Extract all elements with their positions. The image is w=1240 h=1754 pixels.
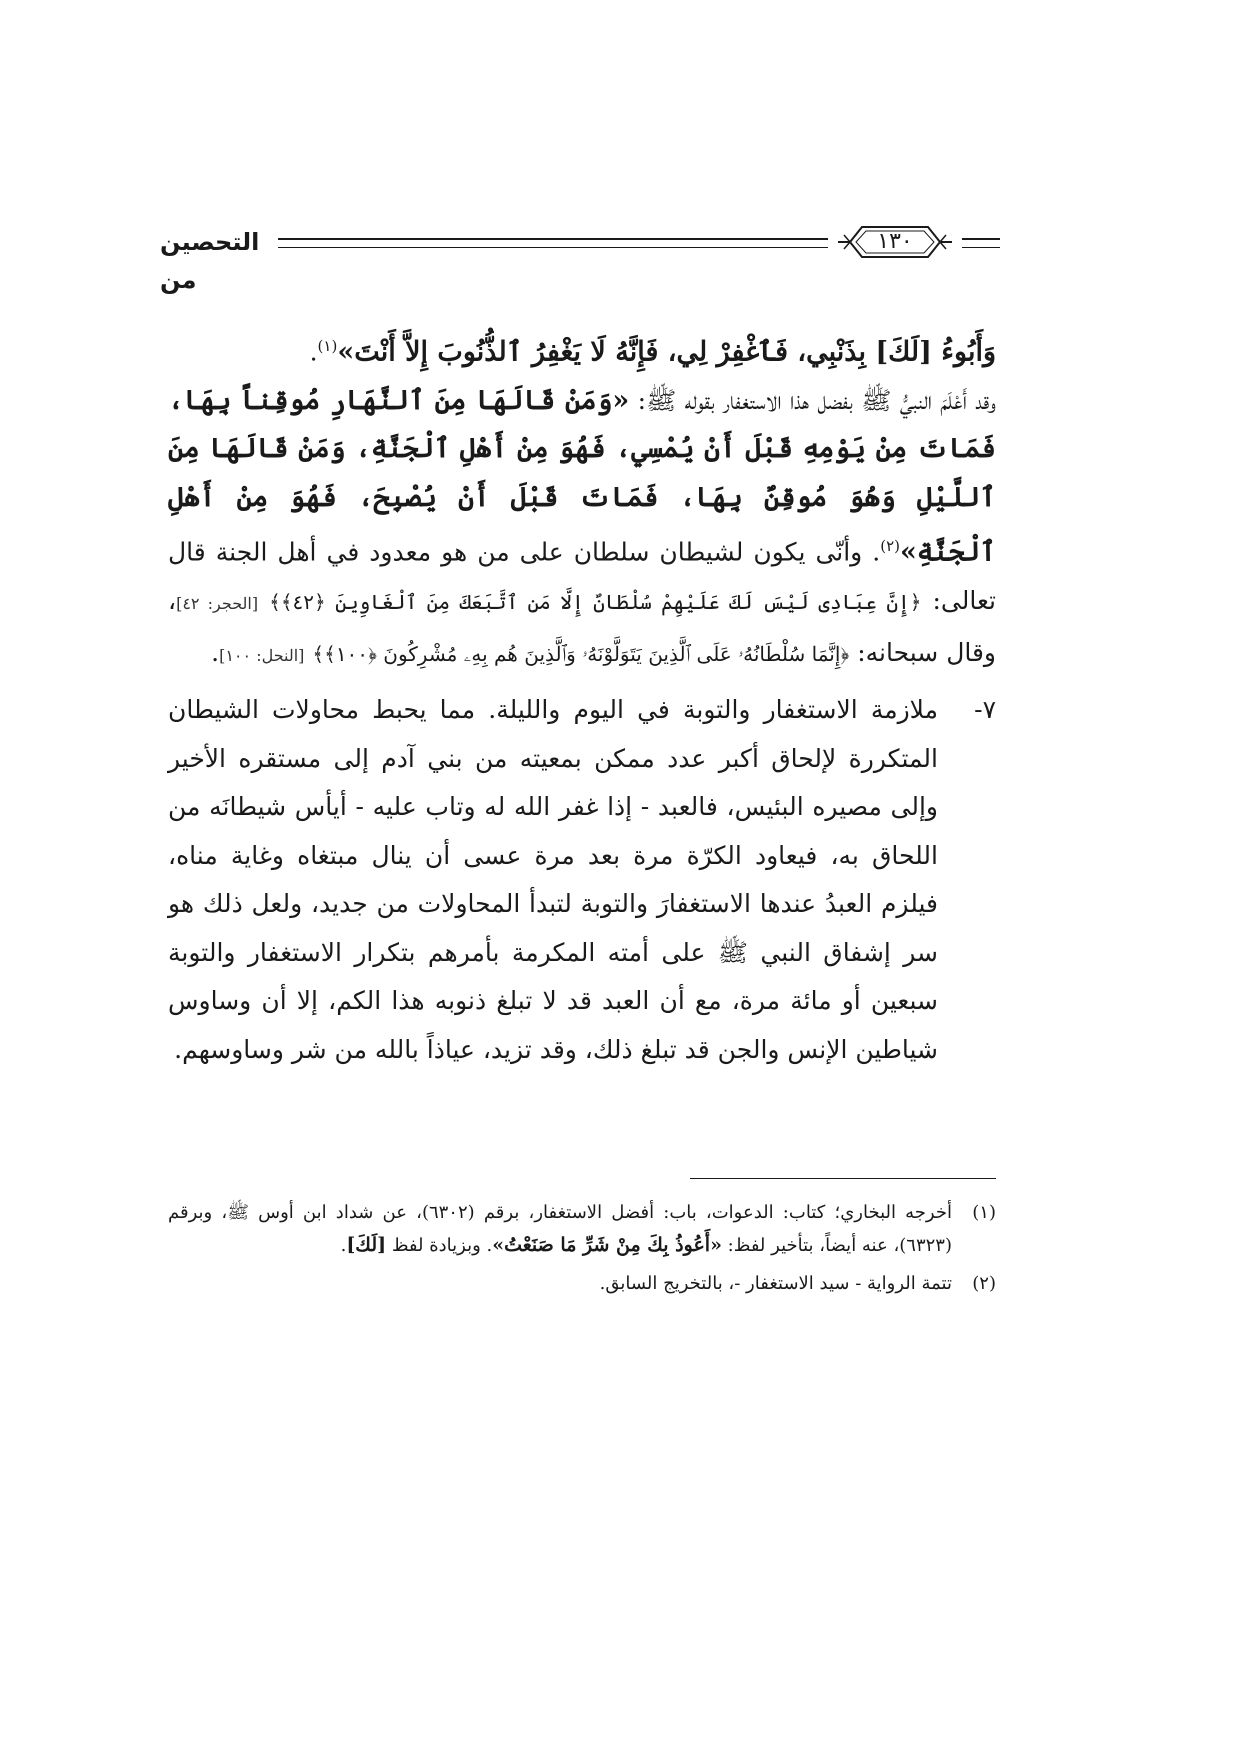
p2-mid: ، وقال سبحانه: [168,586,996,667]
list-item-number: ٧- [974,695,996,725]
p1-end: . [309,337,318,367]
hadith-text: «وَمَنْ قَالَهَا مِنَ ٱلنَّهَارِ مُوقِناً بِهَا، فَمَاتَ مِنْ يَوْمِهِ قَبْلَ أَنْ يُمْسِي، فَهُوَ مِنْ أَهْلِ ٱلْجَنَّةِ، وَمَنْ قَالَهَا مِنَ ٱللَّيْلِ وَهُوَ مُوقِنٌ بِهَا، فَمَاتَ قَبْلَ أَنْ يُصْبِحَ، فَهُوَ مِنْ أَهْلِ ٱلْجَنَّةِ» [168,384,996,568]
footnote-number: (٢) [972,1273,996,1294]
footnote-1-part-c: . [340,1235,347,1256]
header-rule-right [962,238,1000,248]
footnote-separator [690,1178,996,1179]
footnote-1-quote: «أَعُوذُ بِكَ مِنْ شَرِّ مَا صَنَعْتُ» [492,1234,722,1256]
running-title: التحصين من [160,228,260,294]
p2-end: . [211,637,220,667]
footnote-ref-1: (١) [317,337,338,355]
page-number-badge [836,223,954,261]
paragraph-2 [168,377,996,680]
page-number: ١٣٠ [877,229,913,254]
verse-1-source: [الحجر: ٤٢] [176,594,259,614]
footnote-2 [168,1267,996,1300]
page-header [160,223,1000,294]
paragraph-1 [168,322,996,377]
footnote-1-part-b: . وبزيادة لفظ [386,1235,493,1256]
list-item-7 [168,686,996,1074]
footnote-text [168,1196,952,1262]
footnote-1 [168,1196,996,1262]
header-rule-left [278,238,828,248]
hadith-ending: وَأَبُوءُ [لَكَ] بِذَنْبِي، فَٱغْفِرْ لِي، فَإِنَّهُ لَا يَغْفِرُ ٱلذُّنُوبَ إِلاَّ أَنْتَ» [337,336,996,368]
quran-verse-1: ﴿إِنَّ عِبَادِى لَيْسَ لَكَ عَلَيْهِمْ سُلْطَانٌ إِلَّا مَنِ ٱتَّبَعَكَ مِنَ ٱلْغَاوِينَ ﴿٤٢﴾﴾ [269,590,922,615]
footnote-1-part-a: أخرجه البخاري؛ كتاب: الدعوات، باب: أفضل الاستغفار، برقم (٦٣٠٢)، عن شداد ابن أوس ﷺ، وبرقم (٦٣٢٣)، عنه أيضاً، بتأخير لفظ: [168,1202,952,1256]
footnote-ref-2: (٢) [880,537,901,556]
quran-verse-2: ﴿إِنَّمَا سُلْطَانُهُۥ عَلَى ٱلَّذِينَ يَتَوَلَّوْنَهُۥ وَٱلَّذِينَ هُم بِهِۦ مُشْرِكُونَ ﴿١٠٠﴾﴾ [312,641,850,666]
footnote-text: تتمة الرواية - سيد الاستغفار -، بالتخريج السابق. [599,1273,952,1294]
footnote-number: (١) [972,1202,996,1223]
verse-2-source: [النحل: ١٠٠] [219,645,305,665]
list-item-text: ملازمة الاستغفار والتوبة في اليوم والليلة. مما يحبط محاولات الشيطان المتكررة لإلحاق أكبر عدد ممكن بمعيته من بني آدم إلى مستقره الأخير وإلى مصيره البئيس، فالعبد - إذا غفر الله له وتاب عليه - أيأس شيطانَه من اللحاق به، فيعاود الكرّة مرة بعد مرة عسى أن ينال مبتغاه وغاية مناه، فيلزم العبدُ عندها الاستغفارَ والتوبة لتبدأ المحاولات من جديد، ولعل ذلك هو سر إشفاق النبي ﷺ على أمته المكرمة بأمرهم بتكرار الاستغفار والتوبة سبعين أو مائة مرة، مع أن العبد قد لا تبلغ ذنوبه هذا الكم، إلا أن وساوس شياطين الإنس والجن قد تبلغ ذلك، وقد تزيد، عياذاً بالله من شر وساوسهم. [168,695,938,1064]
footnotes [168,1196,996,1305]
p2-after: . وأنّى يكون لشيطان سلطان على من هو معدود في أهل الجنة قال تعالى: [168,537,996,616]
p2-intro: وقد أَعْلَمَ النبيُّ ﷺ بفضل هذا الاستغفار بقوله ﷺ: [629,385,996,415]
main-text [168,322,996,1074]
footnote-1-addition: [لَكَ] [346,1234,387,1256]
